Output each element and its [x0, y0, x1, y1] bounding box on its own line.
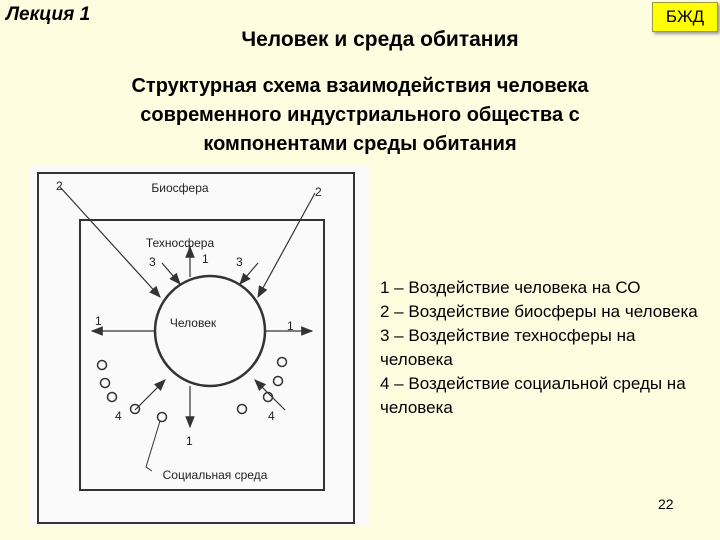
- legend-item: 3 – Воздействие техносферы на человека: [380, 326, 641, 369]
- social-node: [274, 377, 283, 386]
- social-node: [108, 393, 117, 402]
- subtitle-line: компонентами среды обитания: [203, 133, 517, 155]
- technosphere-arrow-left: [162, 263, 180, 284]
- legend-item: 1 – Воздействие человека на СО: [380, 278, 641, 297]
- course-badge: БЖД: [652, 2, 718, 32]
- number-label: 2: [315, 185, 322, 199]
- number-label: 3: [236, 255, 243, 269]
- legend-item: 4 – Воздействие социальной среды на человека: [380, 374, 691, 417]
- biosphere-label: Биосфера: [151, 181, 209, 195]
- technosphere-label: Техносфера: [145, 236, 215, 250]
- number-label: 1: [287, 319, 294, 333]
- legend-item: 2 – Воздействие биосферы на человека: [380, 302, 698, 321]
- number-label: 1: [186, 434, 193, 448]
- number-label: 1: [202, 252, 209, 266]
- biosphere-arrow-right: [258, 193, 315, 297]
- social-label: Социальная среда: [162, 468, 268, 482]
- social-leader-line: [146, 421, 160, 471]
- social-node: [278, 358, 287, 367]
- page-number: 22: [658, 496, 674, 512]
- human-label: Человек: [169, 316, 217, 330]
- human-circle: [155, 276, 265, 386]
- number-label: 4: [268, 409, 275, 423]
- number-label: 4: [115, 409, 122, 423]
- lecture-label: Лекция 1: [6, 4, 91, 25]
- legend: [380, 276, 700, 420]
- social-node: [131, 405, 140, 414]
- social-arrow-left: [135, 380, 165, 410]
- social-node: [238, 405, 247, 414]
- diagram-svg: [30, 165, 370, 525]
- slide-subtitle: [40, 72, 680, 159]
- social-node: [264, 393, 273, 402]
- social-node: [98, 361, 107, 370]
- number-label: 2: [56, 179, 63, 193]
- subtitle-line: современного индустриального общества с: [140, 104, 580, 126]
- social-node: [101, 379, 110, 388]
- interaction-diagram: [30, 165, 370, 525]
- technosphere-arrow-right: [240, 263, 258, 284]
- social-node: [158, 413, 167, 422]
- number-label: 3: [149, 255, 156, 269]
- number-label: 1: [95, 314, 102, 328]
- page-title: Человек и среда обитания: [241, 28, 519, 51]
- subtitle-line: Структурная схема взаимодействия человека: [131, 75, 589, 97]
